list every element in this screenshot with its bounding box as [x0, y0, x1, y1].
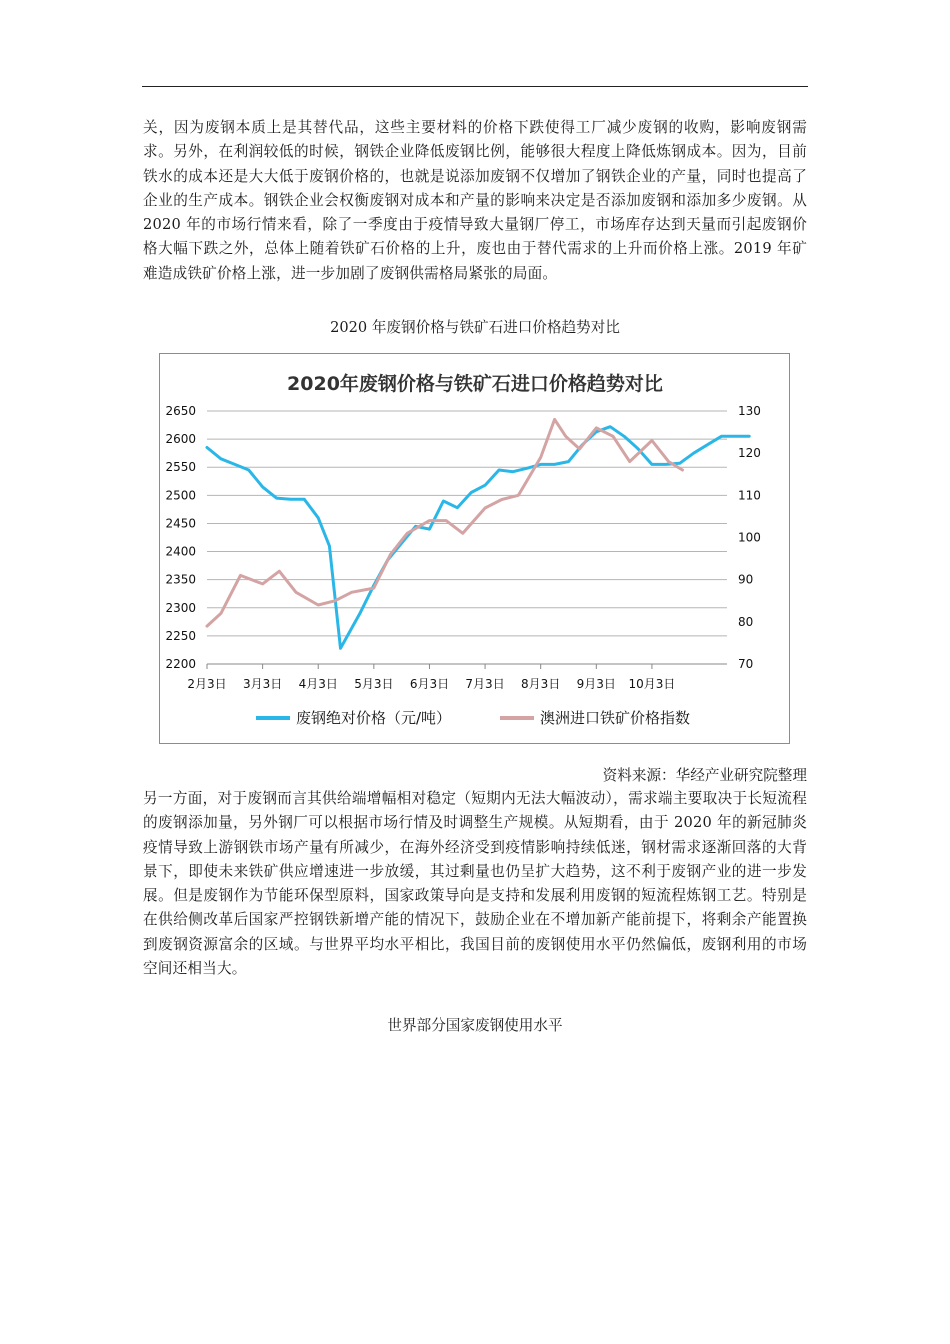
- y-right-tick-label: 80: [738, 614, 754, 629]
- chart-svg: [160, 354, 791, 745]
- y-left-tick-label: 2200: [165, 657, 196, 671]
- x-tick-label: 7月3日: [465, 677, 505, 691]
- y-left-tick-label: 2300: [165, 600, 196, 615]
- y-right-tick-label: 120: [738, 446, 761, 461]
- x-tick-label: 3月3日: [242, 677, 283, 691]
- next-table-caption: 世界部分国家废钢使用水平: [387, 1017, 563, 1034]
- y-left-tick-label: 2600: [165, 432, 196, 447]
- iron-ore-index-line: [207, 419, 683, 626]
- chart-frame: [159, 353, 790, 744]
- y-right-tick-label: 130: [738, 404, 761, 418]
- x-tick-label: 5月3日: [354, 677, 394, 691]
- legend-label: 废钢绝对价格（元/吨）: [296, 709, 452, 727]
- header-rule: [142, 86, 808, 87]
- x-tick-label: 8月3日: [521, 677, 561, 691]
- y-left-tick-label: 2450: [165, 516, 196, 531]
- x-tick-label: 10月3日: [628, 677, 676, 691]
- chart-legend: [256, 709, 690, 727]
- x-tick-label: 6月3日: [409, 677, 450, 691]
- body-paragraph-1: 关，因为废钢本质上是其替代品，这些主要材料的价格下跌使得工厂减少废钢的收购，影响废钢需求。另外，在利润较低的时候，钢铁企业降低废钢比例，能够很大程度上降低炼钢成本。因为，目前铁水的成本还是大大低于废钢价格的，也就是说添加废钢不仅增加了钢铁企业的产量，同时也提高了企业的生产成本。钢铁企业会权衡废钢对成本和产量的影响来决定是否添加废钢和添加多少废钢。从 2020 年的市场行情来看，除了一季度由于疫情导致大量钢厂停工，市场库存达到天量而引起废钢价格大幅下跌之外，总体上随着铁矿石价格的上升，废也由于替代需求的上升而价格上涨。2019 年矿难造成铁矿价格上涨，进一步加剧了废钢供需格局紧张的局面。: [143, 119, 807, 282]
- y-right-tick-label: 110: [738, 488, 761, 503]
- x-tick-label: 4月3日: [298, 677, 338, 691]
- y-left-tick-label: 2650: [165, 404, 196, 418]
- body-paragraph-2: 另一方面，对于废钢而言其供给端增幅相对稳定（短期内无法大幅波动），需求端主要取决于长短流程的废钢添加量，另外钢厂可以根据市场行情及时调整生产规模。从短期看，由于 2020 年的新冠肺炎疫情导致上游钢铁市场产量有所减少，在海外经济受到疫情影响持续低迷，钢材需求逐渐回落的大背景下，即使未来铁矿供应增速进一步放缓，其过剩量也仍呈扩大趋势，这不利于废钢产业的进一步发展。但是废钢作为节能环保型原料，国家政策导向是支持和发展利用废钢的短流程炼钢工艺。特别是在供给侧改革后国家严控钢铁新增产能的情况下，鼓励企业在不增加新产能前提下，将剩余产能置换到废钢资源富余的区域。与世界平均水平相比，我国目前的废钢使用水平仍然偏低，废钢利用的市场空间还相当大。: [143, 790, 807, 978]
- chart-axes: [165, 404, 760, 691]
- y-right-tick-label: 70: [738, 657, 754, 671]
- x-tick-label: 9月3日: [576, 677, 616, 691]
- y-left-tick-label: 2550: [165, 460, 196, 475]
- y-right-tick-label: 90: [738, 572, 754, 587]
- y-left-tick-label: 2350: [165, 572, 196, 587]
- y-left-tick-label: 2400: [165, 544, 196, 559]
- y-left-tick-label: 2500: [165, 488, 196, 503]
- chart-series: [207, 419, 749, 648]
- chart-caption: 2020 年废钢价格与铁矿石进口价格趋势对比: [330, 319, 620, 336]
- y-left-tick-label: 2250: [165, 628, 196, 643]
- chart-title: 2020年废钢价格与铁矿石进口价格趋势对比: [287, 373, 663, 395]
- legend-label: 澳洲进口铁矿价格指数: [540, 709, 691, 727]
- x-tick-label: 2月3日: [187, 677, 227, 691]
- y-right-tick-label: 100: [738, 530, 761, 545]
- source-note: 资料来源：华经产业研究院整理: [602, 767, 807, 784]
